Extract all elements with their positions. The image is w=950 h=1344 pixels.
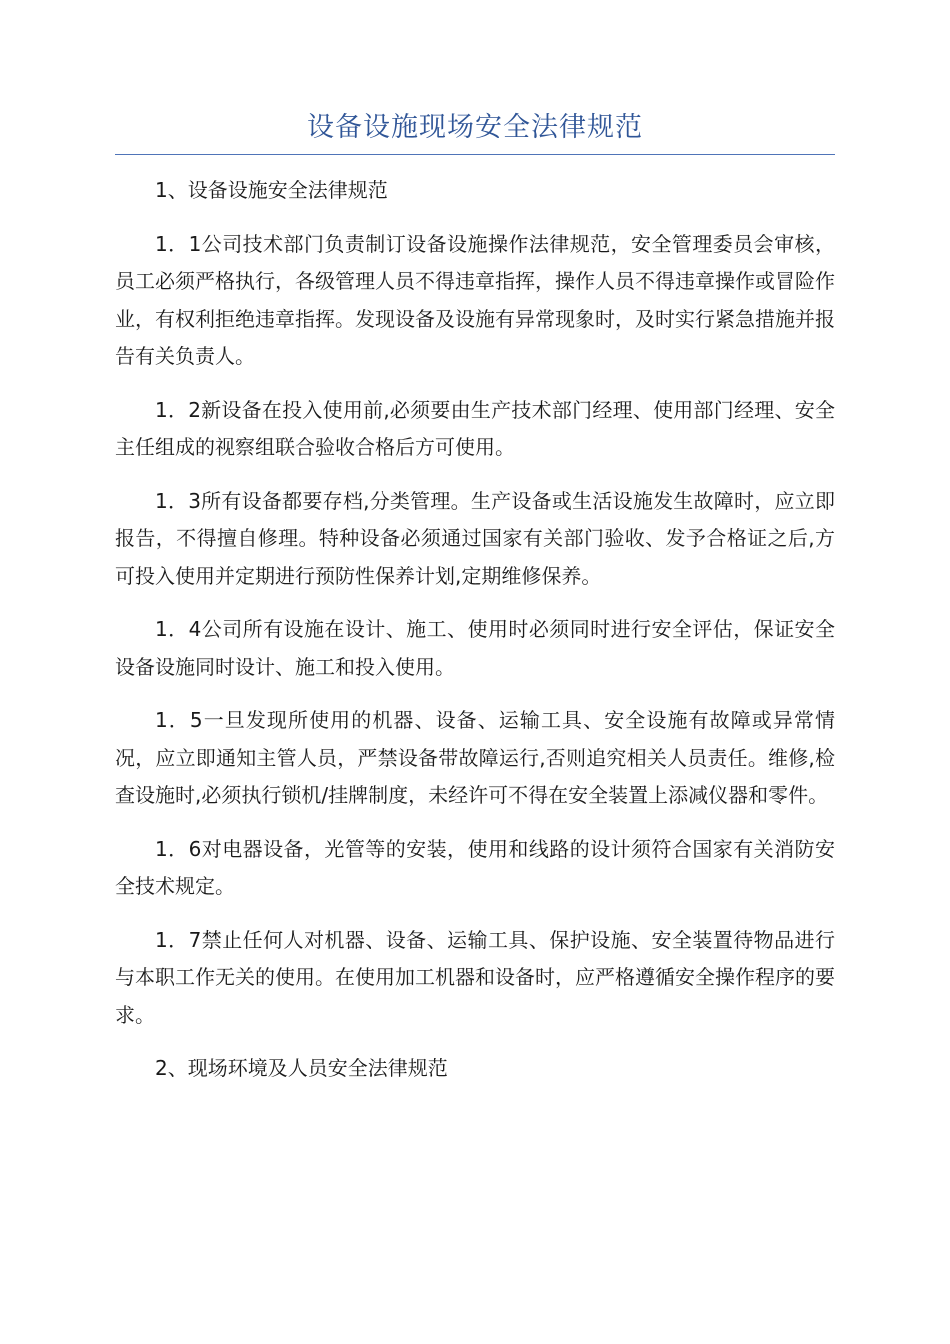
paragraph-1-6: 1．6对电器设备，光管等的安装，使用和线路的设计须符合国家有关消防安全技术规定。: [115, 836, 835, 898]
document-body: [115, 172, 835, 1104]
document-title: 设备设施现场安全法律规范: [307, 112, 643, 143]
paragraph-1-7: 1．7禁止任何人对机器、设备、运输工具、保护设施、安全装置待物品进行与本职工作无关的使用。在使用加工机器和设备时，应严格遵循安全操作程序的要求。: [115, 927, 835, 1027]
title-underline: [115, 154, 835, 155]
paragraph-1-5: 1．5一旦发现所使用的机器、设备、运输工具、安全设施有故障或异常情况，应立即通知主管人员，严禁设备带故障运行,否则追究相关人员责任。维修,检查设施时,必须执行锁机/挂牌制度，未经许可不得在安全装置上添减仪器和零件。: [115, 708, 835, 807]
paragraph-1-2: 1．2新设备在投入使用前,必须要由生产技术部门经理、使用部门经理、安全主任组成的视察组联合验收合格后方可使用。: [115, 397, 835, 459]
paragraph-1-3: 1．3所有设备都要存档,分类管理。生产设备或生活设施发生故障时，应立即报告，不得擅自修理。特种设备必须通过国家有关部门验收、发予合格证之后,方可投入使用并定期进行预防性保养计划,定期维修保养。: [115, 488, 835, 588]
section-heading-2: 2、现场环境及人员安全法律规范: [155, 1056, 448, 1080]
paragraph-1-1: 1．1公司技术部门负责制订设备设施操作法律规范，安全管理委员会审核，员工必须严格执行，各级管理人员不得违章指挥，操作人员不得违章操作或冒险作业，有权利拒绝违章指挥。发现设备及设施有异常现象时，及时实行紧急措施并报告有关负责人。: [115, 231, 835, 368]
section-heading-1: 1、设备设施安全法律规范: [155, 178, 388, 202]
paragraph-1-4: 1．4公司所有设施在设计、施工、使用时必须同时进行安全评估，保证安全设备设施同时设计、施工和投入使用。: [115, 617, 835, 679]
